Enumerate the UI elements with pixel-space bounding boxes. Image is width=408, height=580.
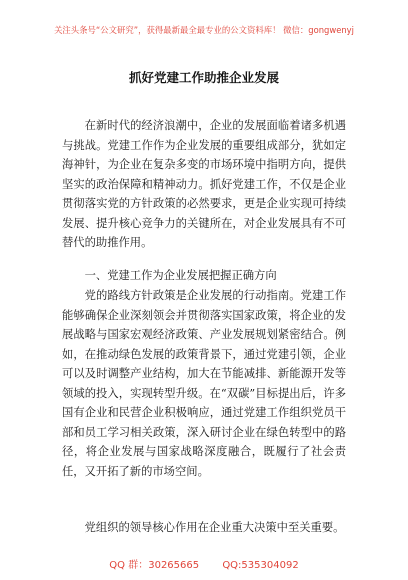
intro-paragraph (62, 116, 346, 253)
footer-qq-group: QQ 群：30265665 (109, 560, 200, 571)
section-heading (62, 266, 346, 286)
footer-qq: QQ:535304092 (222, 560, 299, 571)
footer-contact (0, 556, 408, 571)
section-heading-text: 一、党建工作为企业发展把握正确方向 (84, 269, 277, 282)
section-paragraph (62, 286, 346, 481)
closing-paragraph (62, 518, 346, 538)
paragraph-text: 在新时代的经济浪潮中，企业的发展面临着诸多机遇与挑战。党建工作作为企业发展的重要组成部分，犹如定海神针，为企业在复杂多变的市场环境中指明方向，提供坚实的政治保障和精神动力。抓好党建工作，不仅是企业贯彻落实党的方针政策的必然要求，更是企业实现可持续发展、提升核心竞争力的关键所在，对企业发展具有不可替代的助推作用。 (62, 119, 346, 249)
paragraph-text: 党的路线方针政策是企业发展的行动指南。党建工作能够确保企业深刻领会并贯彻落实国家政策，将企业的发展战略与国家宏观经济政策、产业发展规划紧密结合。例如，在推动绿色发展的政策背景下，通过党建引领，企业可以及时调整产业结构，加大在节能减排、新能源开发等领域的投入，实现转型升级。在“双碳”目标提出后，许多国有企业和民营企业积极响应，通过党建工作组织党员干部和员工学习相关政策，深入研讨企业在绿色转型中的路径，将企业发展与国家战略深度融合，既履行了社会责任，又开拓了新的市场空间。 (62, 289, 346, 478)
header-banner: 关注头条号“公文研究”，获得最新最全最专业的公文资料库！ 微信：gongwenyj (54, 25, 354, 35)
paragraph-text: 党组织的领导核心作用在企业重大决策中至关重要。 (84, 521, 345, 534)
document-title: 抓好党建工作助推企业发展 (128, 70, 279, 85)
